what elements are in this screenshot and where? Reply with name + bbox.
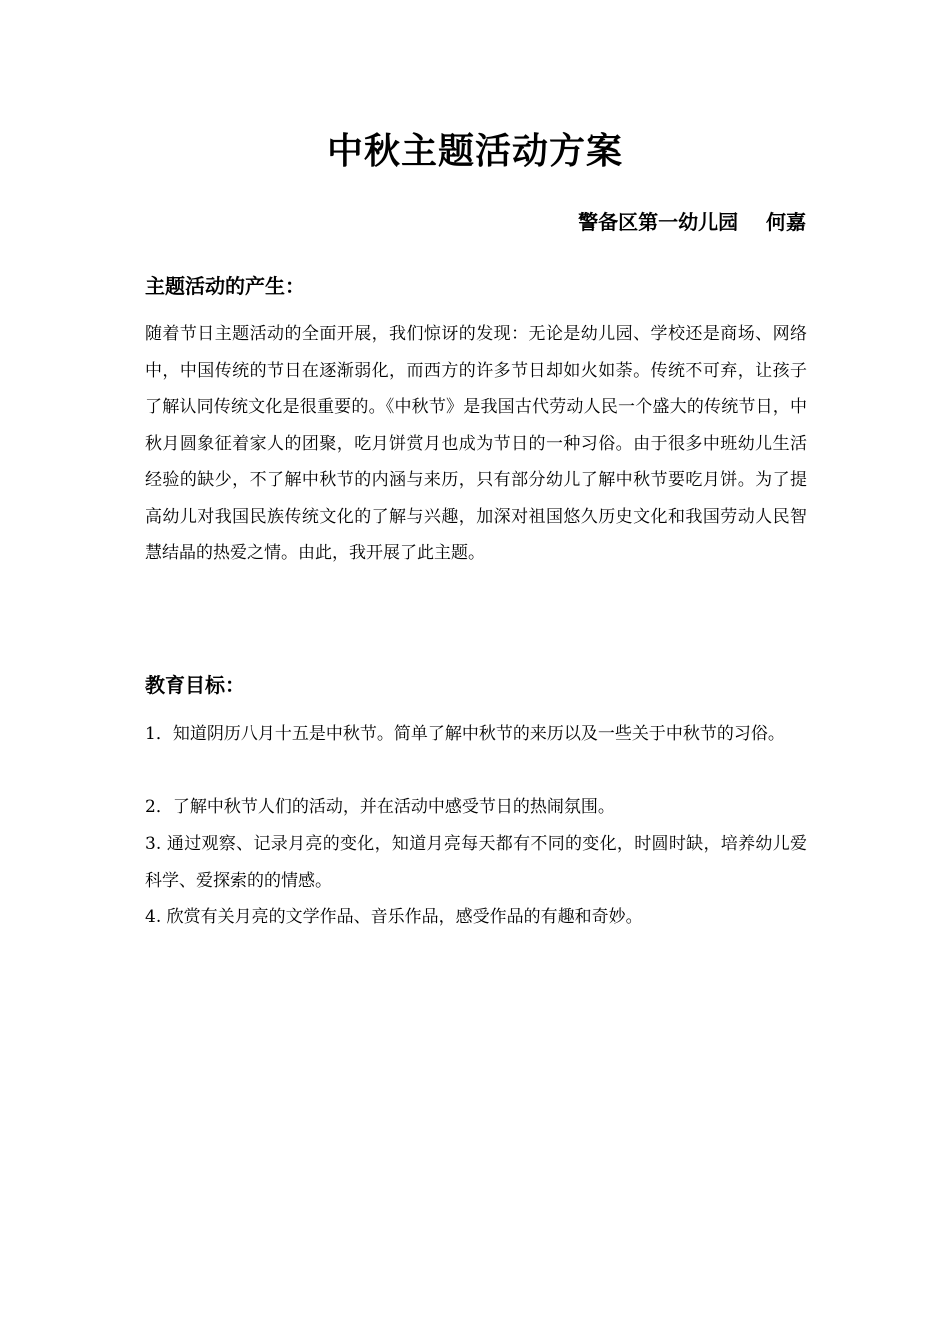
section-heading-origin: 主题活动的产生： <box>145 274 305 298</box>
goal-item-1: 1．知道阴历八月十五是中秋节。简单了解中秋节的来历以及一些关于中秋节的习俗。 <box>145 724 785 744</box>
goal-item-4: 4. 欣赏有关月亮的文学作品、音乐作品，感受作品的有趣和奇妙。 <box>145 907 643 927</box>
goal-item-2: 2．了解中秋节人们的活动，并在活动中感受节日的热闹氛围。 <box>145 797 615 817</box>
goal-item-3: 3. 通过观察、记录月亮的变化，知道月亮每天都有不同的变化，时圆时缺，培养幼儿爱科学、爱探索的的情感。 <box>145 834 807 891</box>
section-heading-goals: 教育目标： <box>145 673 245 697</box>
author-line: 警备区第一幼儿园 何嘉 <box>578 210 806 234</box>
document-title: 中秋主题活动方案 <box>326 131 623 172</box>
section-paragraph-origin: 随着节日主题活动的全面开展，我们惊讶的发现：无论是幼儿园、学校还是商场、网络中，中国传统的节日在逐渐弱化，而西方的许多节日却如火如荼。传统不可弃，让孩子了解认同传统文化是很重要的。《中秋节》是我国古代劳动人民一个盛大的传统节日，中秋月圆象征着家人的团聚，吃月饼赏月也成为节日的一种习俗。由于很多中班幼儿生活经验的缺少，不了解中秋节的内涵与来历，只有部分幼儿了解中秋节要吃月饼。为了提高幼儿对我国民族传统文化的了解与兴趣，加深对祖国悠久历史文化和我国劳动人民智慧结晶的热爱之情。由此，我开展了此主题。 <box>145 324 807 563</box>
